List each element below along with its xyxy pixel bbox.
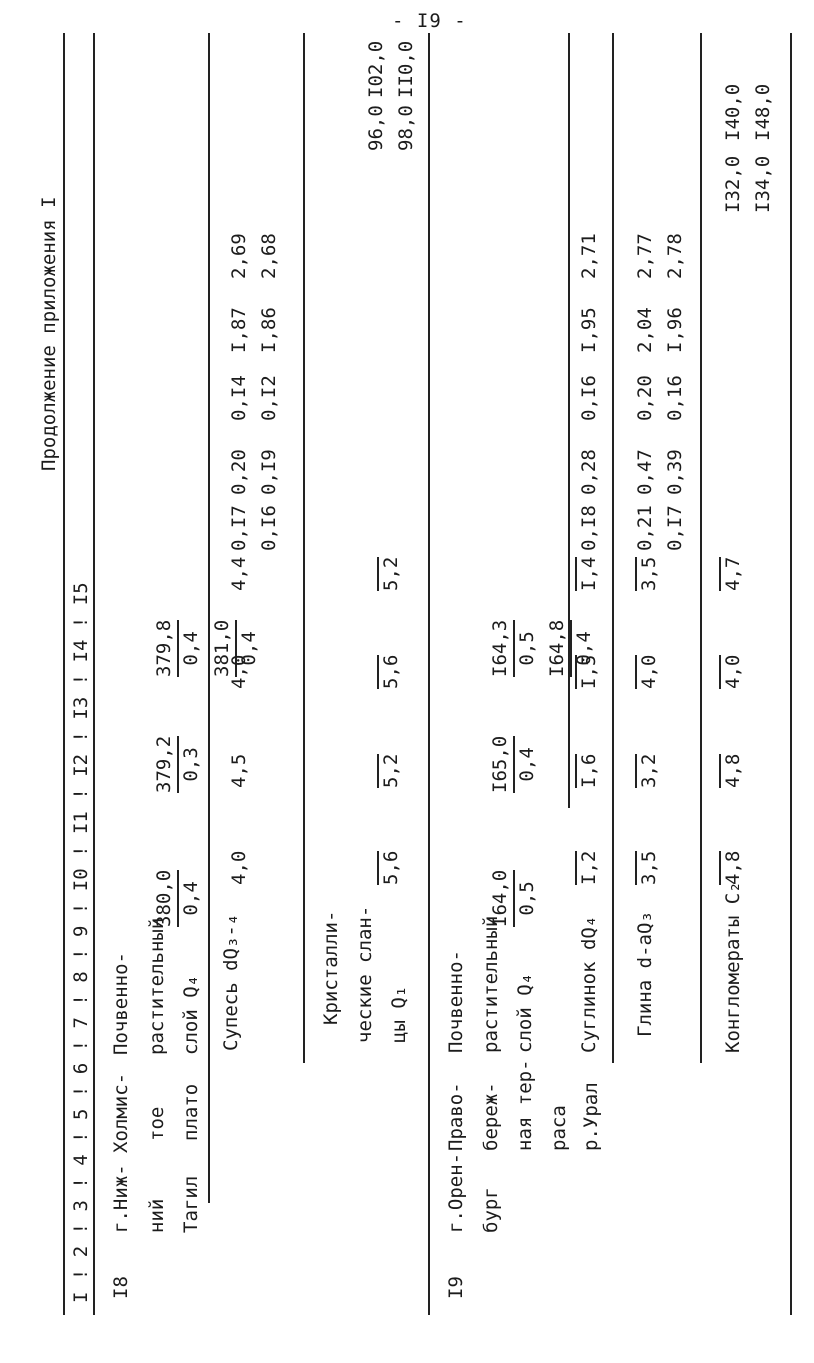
layer-name-line: слой Q₄ — [514, 972, 536, 1053]
cell-c5: 4,0 — [228, 850, 250, 885]
place-line: Тагил — [180, 1175, 202, 1233]
relief-line: тое — [146, 1106, 168, 1141]
place-line: г.Орен- — [445, 1152, 467, 1233]
relief-line: р.Урал — [580, 1082, 602, 1151]
layer-name-line: растительный — [480, 915, 502, 1053]
cell-c7: 379,8 0,4 — [153, 619, 202, 677]
cell-c13: 2,78 — [664, 233, 686, 279]
cell-c10: 0,28 — [578, 449, 600, 495]
place-line: ний — [146, 1198, 168, 1233]
cell-c11: 0,20 — [634, 375, 656, 421]
cell-c5: I64,0 0,5 — [489, 869, 538, 927]
cell-c13: 2,77 — [634, 233, 656, 279]
cell-c11: 0,16 — [664, 375, 686, 421]
layer-name-line: Супесь dQ₃-₄ — [220, 913, 242, 1051]
relief-line: береж- — [480, 1082, 502, 1151]
layer-rule — [208, 33, 210, 1203]
cell-c9: 0,I6 — [258, 505, 280, 551]
layer-rule — [700, 33, 702, 1063]
cell-c7: I64,3 0,5 — [489, 619, 538, 677]
cell-c9: 0,I7 — [228, 505, 250, 551]
cell-c6: 4,8 — [722, 754, 744, 788]
place-line: г.Ниж- — [110, 1164, 132, 1233]
cell-c8: 4,7 — [722, 557, 744, 591]
cell-c14: I34,0 — [752, 155, 774, 213]
layer-name-line: Кристалли- — [320, 910, 342, 1025]
cell-c12: I,87 — [228, 307, 250, 353]
layer-rule — [612, 33, 614, 1063]
header-rule — [93, 33, 95, 1315]
cell-c11: 0,I6 — [578, 375, 600, 421]
cell-c6: I65,0 0,4 — [489, 735, 538, 793]
cell-c12: I,96 — [664, 307, 686, 353]
cell-c9: 0,I8 — [578, 505, 600, 551]
cell-c13: 2,69 — [228, 233, 250, 279]
layer-name-line: Конгломераты C₂ — [722, 881, 744, 1053]
layer-rule — [303, 33, 305, 1063]
header-row: I ! 2 ! 3 ! 4 ! 5 ! 6 ! 7 ! 8 ! 9 ! I0 ! I1 ! I2 ! I3 ! I4 ! I5 — [70, 582, 92, 1303]
cell-c11: 0,I2 — [258, 375, 280, 421]
relief-line: ная тер- — [514, 1059, 536, 1151]
layer-rule — [568, 33, 570, 808]
cell-c8: 4,4 — [228, 556, 250, 591]
relief-line: раса — [548, 1105, 570, 1151]
cell-c13: 2,68 — [258, 233, 280, 279]
cell-c12: 2,04 — [634, 307, 656, 353]
relief-line: Право- — [445, 1082, 467, 1151]
cell-c5: I,2 — [578, 851, 600, 885]
cell-c10: 0,39 — [664, 449, 686, 495]
cell-c7: I,5 — [578, 655, 600, 689]
table-caption: Продолжение приложения I — [38, 196, 60, 471]
layer-name-line: растительный — [146, 917, 168, 1055]
cell-c14: 96,0 — [365, 105, 387, 151]
cell-c5: 4,8 — [722, 851, 744, 885]
cell-c13: 2,71 — [578, 233, 600, 279]
cell-c5: 5,6 — [380, 851, 402, 885]
cell-c15: II0,0 — [395, 40, 417, 98]
cell-c5: 380,0 0,4 — [153, 869, 202, 927]
layer-name-line: ческие слан- — [354, 905, 376, 1043]
cell-c7: 4,0 — [722, 655, 744, 689]
cell-c6: 3,2 — [638, 754, 660, 788]
cell-c6: 4,5 — [228, 753, 250, 788]
cell-c15: I48,0 — [752, 83, 774, 141]
row-number: I8 — [110, 1276, 132, 1299]
bottom-rule — [790, 33, 792, 1315]
relief-line: плато — [180, 1083, 202, 1141]
cell-c10: 0,20 — [228, 449, 250, 495]
cell-c14: 98,0 — [395, 105, 417, 151]
cell-c7: 5,6 — [380, 655, 402, 689]
cell-c6: I,6 — [578, 754, 600, 788]
top-rule — [63, 33, 65, 1315]
record-rule — [428, 33, 430, 1315]
cell-c10: 0,47 — [634, 449, 656, 495]
cell-c8: 3,5 — [638, 557, 660, 591]
layer-name-line: Почвенно- — [110, 952, 132, 1055]
cell-c8: I64,8 0,4 — [546, 619, 595, 677]
row-number: I9 — [445, 1276, 467, 1299]
layer-name-line: слой Q₄ — [180, 974, 202, 1055]
cell-c14: I32,0 — [722, 155, 744, 213]
layer-name-line: Почвенно- — [445, 950, 467, 1053]
cell-c8: 5,2 — [380, 557, 402, 591]
cell-c7: 4,0 — [638, 655, 660, 689]
cell-c6: 5,2 — [380, 754, 402, 788]
cell-c9: 0,I7 — [664, 505, 686, 551]
cell-c12: I,95 — [578, 307, 600, 353]
cell-c6: 379,2 0,3 — [153, 735, 202, 793]
cell-c15: I40,0 — [722, 83, 744, 141]
layer-name-line: Суглинок dQ₄ — [578, 915, 600, 1053]
cell-c5: 3,5 — [638, 851, 660, 885]
layer-name-line: цы Q₁ — [388, 985, 410, 1043]
layer-name-line: Глина d-aQ₃ — [634, 911, 656, 1037]
page-number: - I9 - — [392, 10, 467, 32]
cell-c12: I,86 — [258, 307, 280, 353]
cell-c7: 4,0 — [228, 654, 250, 689]
cell-c9: 0,21 — [634, 505, 656, 551]
cell-c11: 0,I4 — [228, 375, 250, 421]
cell-c10: 0,I9 — [258, 449, 280, 495]
place-line: бург — [480, 1187, 502, 1233]
cell-c8: 381,0 0,4 — [211, 619, 260, 677]
relief-line: Холмис- — [110, 1072, 132, 1153]
cell-c8: I,4 — [578, 557, 600, 591]
cell-c15: I02,0 — [365, 40, 387, 98]
